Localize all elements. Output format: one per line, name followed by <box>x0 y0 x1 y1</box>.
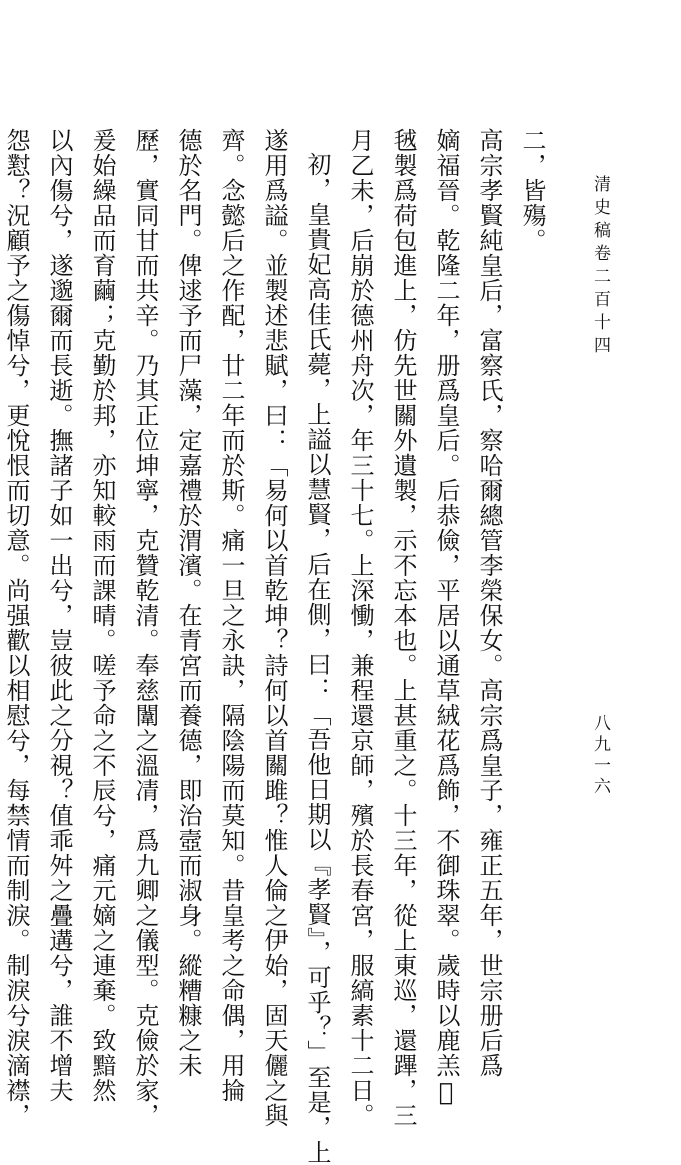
text-column: 二，皆殤。 <box>518 128 546 253</box>
text-column: 爰始繰品而育繭；克勤於邦，亦知較雨而課晴。嗟予命之不辰兮，痛元嫡之連棄。致黯然 <box>88 128 116 1103</box>
text-column: 月乙未，后崩於德州舟次，年三十七。上深慟，兼程還京師，殯於長春宮，服縞素十二日。 <box>346 128 374 1128</box>
text-column: 怨懟？況顧予之傷悼兮，更悅恨而切意。尚强歡以相慰兮，每禁情而制淚。制淚兮淚滴襟， <box>2 128 30 1128</box>
text-column: 遂用爲謚。並製述悲賦，曰：「易何以首乾坤？詩何以首關雎？惟人倫之伊始，固天儷之與 <box>260 128 288 1128</box>
page-number: 八九一六 <box>590 714 610 798</box>
vertical-text-block <box>2 128 553 1165</box>
text-column: 歷，實同甘而共辛。乃其正位坤寧，克贊乾清。奉慈闈之溫凊，爲九卿之儀型。克儉於家， <box>131 128 159 1128</box>
text-column: 毧製爲荷包進上，仿先世關外遺製，示不忘本也。上甚重之。十三年，從上東巡，還蹕，三 <box>389 128 417 1128</box>
text-column: 以內傷兮，遂邈爾而長逝。撫諸子如一出兮，豈彼此之分視？值乖舛之疊遘兮，誰不增夫 <box>45 128 73 1103</box>
text-column: 齊。念懿后之作配，廿二年而於斯。痛一旦之永訣，隔陰陽而莫知。昔皇考之命偶，用掄 <box>217 128 245 1103</box>
text-column: 高宗孝賢純皇后，富察氏，察哈爾總管李榮保女。高宗爲皇子，雍正五年，世宗册后爲 <box>475 128 503 1078</box>
text-column: 德於名門。俾逑予而尸藻，定嘉禮於渭濱。在青宮而養德，即治壼而淑身。縱糟糠之未 <box>174 128 202 1078</box>
text-column: 初，皇貴妃高佳氏薨，上謚以慧賢，后在側，曰：「吾他日期以『孝賢』，可乎？」至是，上 <box>303 152 331 1165</box>
text-column: 嫡福晉。乾隆二年，册爲皇后。后恭儉，平居以通草絨花爲飾，不御珠翠。歲時以鹿羔𣯛 <box>432 128 460 1107</box>
running-title: 清史稿卷二百十四 <box>590 175 610 359</box>
